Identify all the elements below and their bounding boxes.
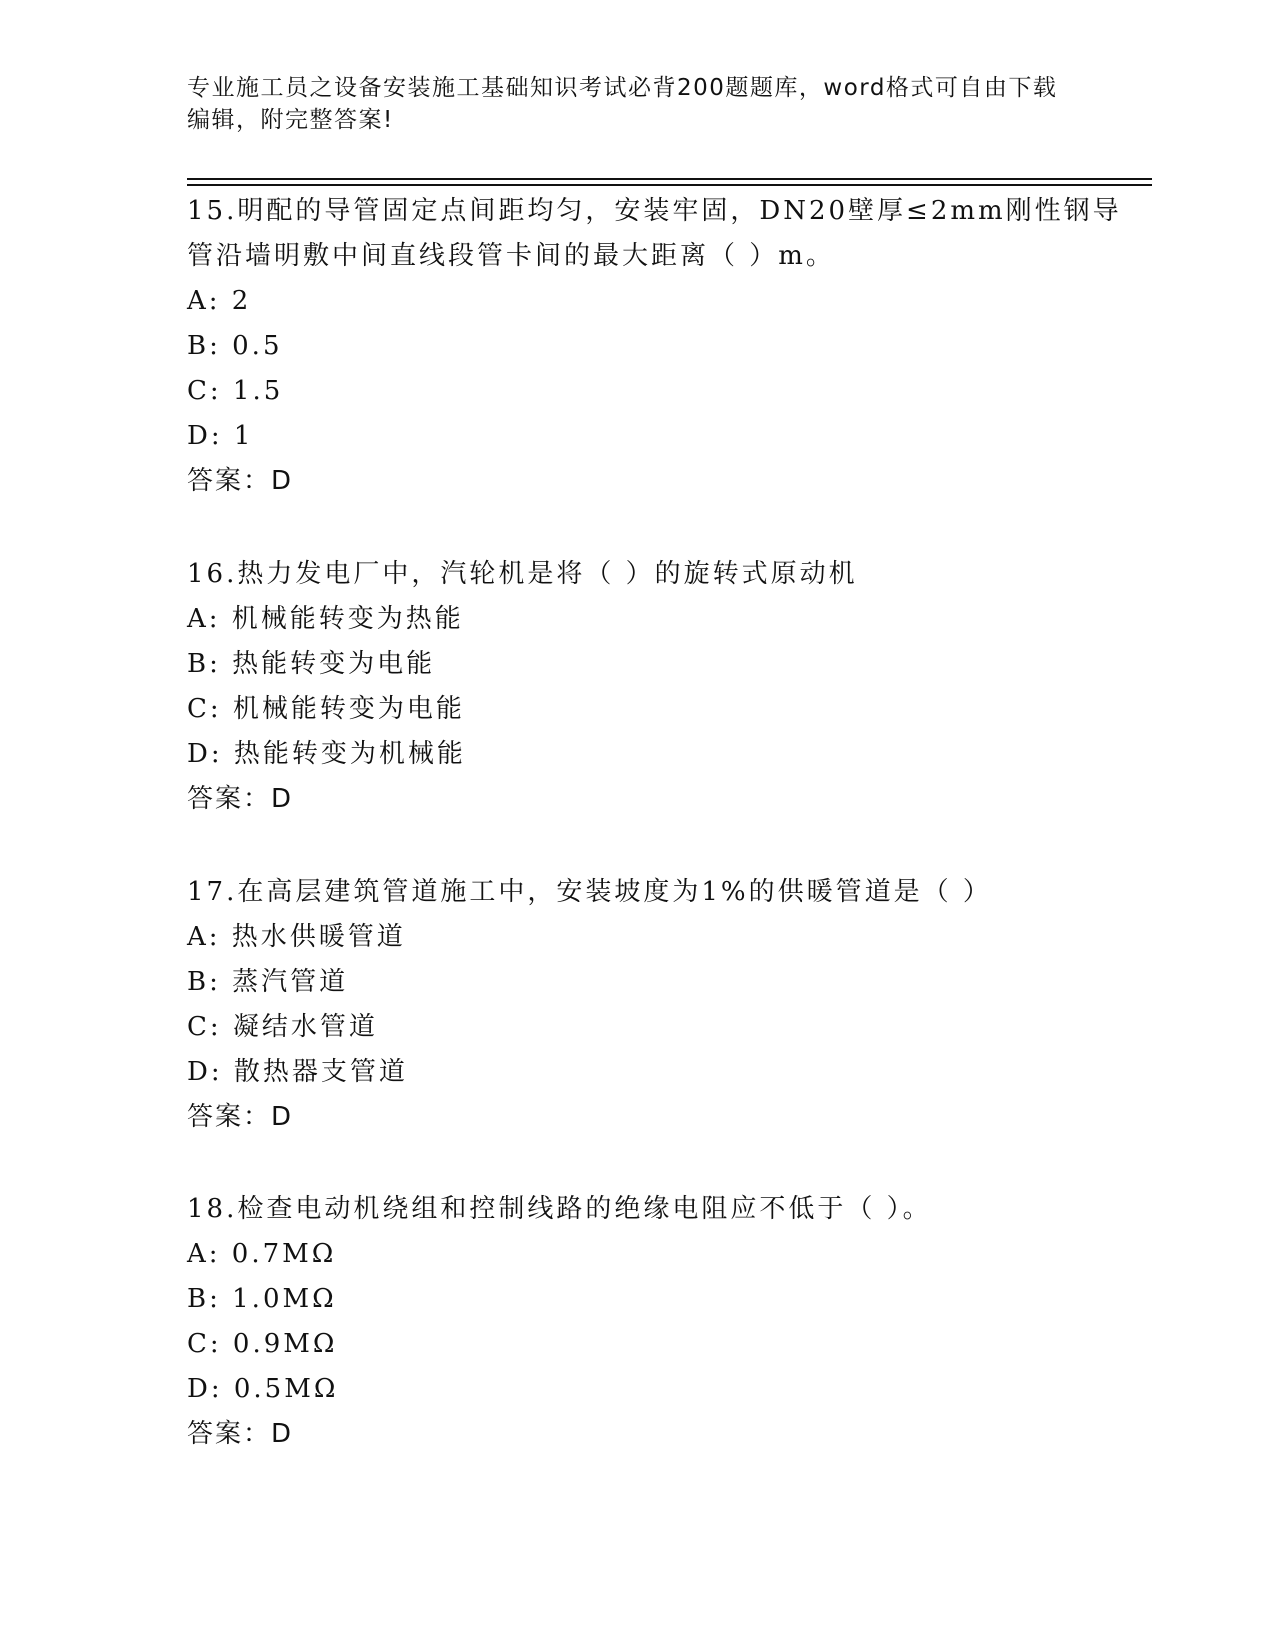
question-text-line: 17.在高层建筑管道施工中，安装坡度为1%的供暖管道是（ ） — [187, 877, 992, 907]
answer: 答案：D — [187, 1419, 294, 1449]
question-text-line: 16.热力发电厂中，汽轮机是将（ ）的旋转式原动机 — [187, 559, 858, 589]
option-b: B: 热能转变为电能 — [187, 649, 436, 679]
option-d: D: 0.5MΩ — [187, 1374, 339, 1404]
option-a: A: 2 — [187, 286, 252, 316]
option-b: B: 蒸汽管道 — [187, 967, 349, 997]
option-a: A: 0.7MΩ — [187, 1239, 337, 1269]
option-d: D: 1 — [187, 421, 254, 451]
question-18 — [187, 1187, 1147, 1457]
question-16 — [187, 552, 1147, 822]
answer: 答案：D — [187, 784, 294, 814]
option-a: A: 机械能转变为热能 — [187, 604, 464, 634]
option-d: D: 热能转变为机械能 — [187, 739, 466, 769]
header-divider-bottom — [187, 184, 1152, 186]
option-d: D: 散热器支管道 — [187, 1057, 408, 1087]
answer: 答案：D — [187, 466, 294, 496]
answer: 答案：D — [187, 1102, 294, 1132]
question-15 — [187, 189, 1147, 504]
option-c: C: 机械能转变为电能 — [187, 694, 465, 724]
question-text-line: 18.检查电动机绕组和控制线路的绝缘电阻应不低于（ ）。 — [187, 1194, 932, 1224]
header-title-line-1: 专业施工员之设备安装施工基础知识考试必背200题题库，word格式可自由下载 — [187, 75, 1058, 101]
option-b: B: 0.5 — [187, 331, 283, 361]
option-b: B: 1.0MΩ — [187, 1284, 337, 1314]
option-c: C: 0.9MΩ — [187, 1329, 338, 1359]
question-text-line: 15.明配的导管固定点间距均匀，安装牢固，DN20壁厚≤2mm刚性钢导 — [187, 196, 1122, 226]
option-a: A: 热水供暖管道 — [187, 922, 406, 952]
option-c: C: 1.5 — [187, 376, 284, 406]
question-17 — [187, 870, 1147, 1140]
header-title-line-2: 编辑，附完整答案! — [187, 107, 394, 133]
question-text-line: 管沿墙明敷中间直线段管卡间的最大距离（ ）m。 — [187, 241, 835, 271]
document-header — [187, 72, 1087, 136]
option-c: C: 凝结水管道 — [187, 1012, 378, 1042]
header-divider-top — [187, 178, 1152, 180]
